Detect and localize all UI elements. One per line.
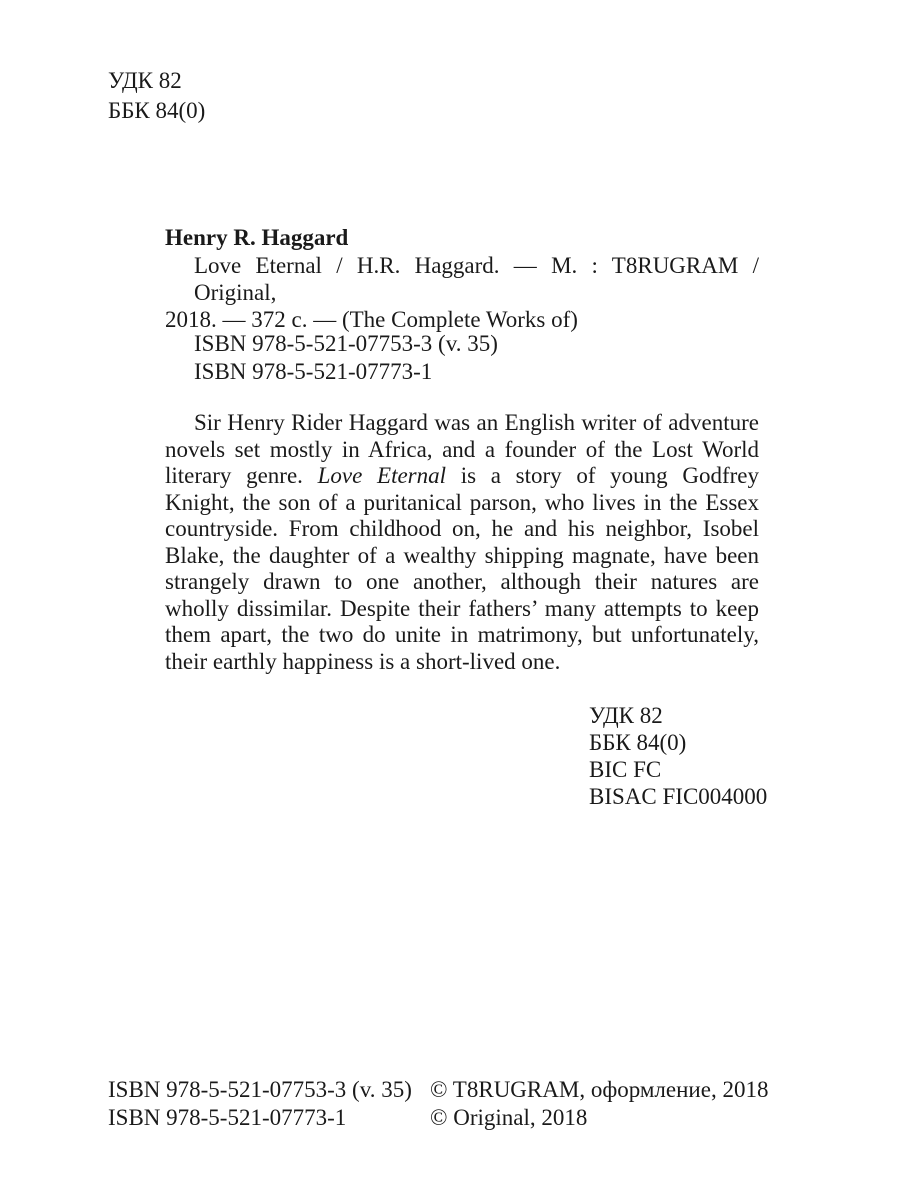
udk-code: УДК 82: [589, 703, 663, 728]
copyright-publisher: © T8RUGRAM, оформление, 2018: [430, 1077, 769, 1102]
annotation-line: strangely drawn to one another, although their natures are: [165, 569, 759, 594]
bbk-code: ББК 84(0): [108, 98, 206, 123]
bisac-code: BISAC FIC004000: [589, 784, 768, 809]
annotation-line: wholly dissimilar. Despite their fathers’ many attempts to keep: [165, 595, 759, 621]
annotation-line: them apart, the two do unite in matrimony, but unfortunately,: [165, 622, 759, 647]
annotation-text: is a story of young Godfrey: [446, 463, 759, 488]
book-title-italic: Love Eternal: [317, 463, 447, 488]
footer-copyright: [430, 1076, 768, 1132]
isbn-series: ISBN 978-5-521-07773-1: [194, 359, 433, 384]
footer-isbn-volume: ISBN 978-5-521-07753-3 (v. 35): [108, 1077, 412, 1102]
isbn-volume: ISBN 978-5-521-07753-3 (v. 35): [194, 331, 498, 356]
annotation-line: Blake, the daughter of a wealthy shipping magnate, have been: [165, 542, 759, 568]
udk-code: УДК 82: [108, 68, 182, 93]
classification-codes: [589, 702, 767, 810]
bic-code: BIC FC: [589, 757, 662, 782]
author-heading: Henry R. Haggard: [165, 225, 349, 250]
annotation-line: countryside. From childhood on, he and his neighbor, Isobel: [165, 516, 759, 541]
bibliographic-record: [165, 252, 759, 333]
annotation-line: [165, 463, 759, 490]
annotation-line: Knight, the son of a puritanical parson, who lives in the Essex: [165, 489, 759, 515]
book-annotation: [165, 410, 759, 675]
annotation-line: Sir Henry Rider Haggard was an English writer of adventure: [194, 410, 759, 435]
footer-isbn-series: ISBN 978-5-521-07773-1: [108, 1105, 347, 1130]
footer-isbn: [108, 1076, 412, 1132]
annotation-text: literary genre.: [165, 463, 318, 488]
isbn-list: [194, 330, 498, 386]
copyright-original: © Original, 2018: [430, 1105, 588, 1130]
annotation-line: their earthly happiness is a short-lived one.: [165, 648, 561, 674]
biblio-line-2: 2018. — 372 c. — (The Complete Works of): [165, 307, 578, 332]
annotation-line: novels set mostly in Africa, and a founder of the Lost World: [165, 436, 759, 462]
bbk-code: ББК 84(0): [589, 730, 687, 755]
top-classification-codes: [108, 66, 205, 126]
biblio-line-1: Love Eternal / H.R. Haggard. — M. : T8RUGRAM / Original,: [194, 253, 759, 305]
